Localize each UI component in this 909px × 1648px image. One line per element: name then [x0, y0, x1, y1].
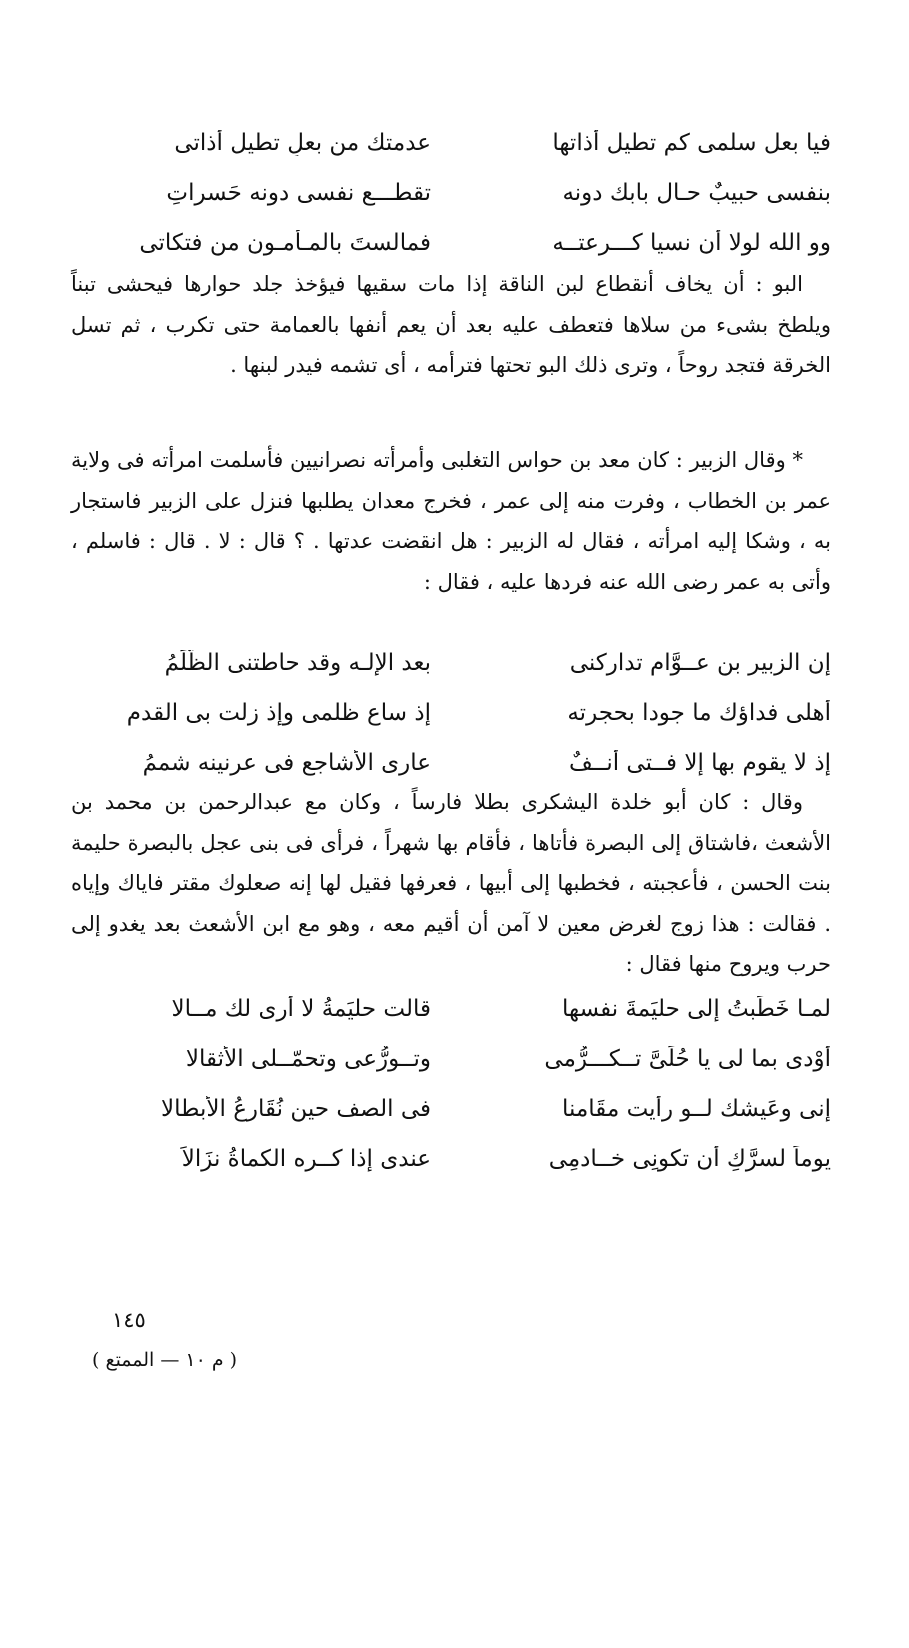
verse-first-hemistich: إنى وعَيشك لــو رأيت مقَامنا [562, 1096, 831, 1122]
verse-line [71, 738, 831, 788]
verse-line [71, 1034, 831, 1084]
verse-second-hemistich: عدمتك من بعلٍ تطيل أذاتى [174, 130, 431, 156]
paragraph-text: وقال : كان أبو خلدة اليشكرى بطلا فارساً ، وكان مع عبدالرحمن بن محمد بن الأشعث ،فاشتاق إلى البصرة فأتاها ، فأقام بها شهراً ، فرأى فى بنى عجل بالبصرة حليمة بنت الحسن ، فأعجبته ، فخطبها إلى أبيها ، فعرفها فقيل لها إنه صعلوك مقتر فاياك وإياه . فقالت : هذا زوج لغرض معين لا آمن أن أقيم معه ، وهو مع ابن الأشعث بعد يغدو إلى حرب ويروح منها فقال : [71, 790, 831, 976]
verse-line [71, 218, 831, 268]
verse-first-hemistich: وو الله لولا أن نسيا كـــرعتــه [552, 230, 831, 256]
verse-second-hemistich: بعد الإلـه وقد حاطتنى الظُّلَمُ [164, 650, 431, 676]
verse-first-hemistich: إن الزبير بن عــوَّامٍ تداركنى [569, 650, 831, 676]
paragraph-text: البو : أن يخاف أنقطاع لبن الناقة إذا مات سقيها فيؤخذ جلد حوارها فيحشى تبناً ويلطخ بشىء من سلاها فتعطف عليه بعد أن يعم أنفها بالعمامة حتى تكرب ، ثم تسل الخرقة فتجد روحاً ، وترى ذلك البو تحتها فترأمه ، أى تشمه فيدر لبنها . [71, 272, 831, 377]
verse-line [71, 118, 831, 168]
verse-second-hemistich: عارى الأشاجع فى عرنينه شممُ [142, 750, 431, 776]
verse-line [71, 1084, 831, 1134]
verse-line [71, 1134, 831, 1184]
verse-first-hemistich: يوماً لسرَّكِ أن تكونِى خــادمِى [548, 1146, 831, 1172]
verse-second-hemistich: فمالستَ بالمـأمـون من فتكاتى [139, 230, 431, 256]
verse-second-hemistich: تقطـــع نفسى دونه حَسراتِ [166, 180, 431, 206]
verse-first-hemistich: إذ لا يقوم بها إلا فــتى أنــفٌ [569, 750, 831, 776]
page-number: ١٤٥ [112, 1308, 146, 1332]
verse-first-hemistich: فيا بعل سلمى كم تطيل أذاتها [552, 130, 831, 156]
verse-first-hemistich: بنفسى حبيبٌ حـال بابك دونه [562, 180, 831, 206]
prose-paragraph-definition [71, 264, 831, 386]
paragraph-text: * وقال الزبير : كان معد بن حواس التغلبى وأمرأته نصرانيين فأسلمت امرأته فى ولاية عمر بن الخطاب ، وفرت منه إلى عمر ، فخرج معدان يطلبها فنزل على الزبير فاستجار به ، وشكا إليه امرأته ، فقال له الزبير : هل انقضت عدتها . ؟ قال : لا . قال : فاسلم ، وأتى به عمر رضى الله عنه فردها عليه ، فقال : [71, 448, 831, 594]
poem-block-2 [71, 638, 831, 788]
verse-second-hemistich: عندى إذا كــره الكماةُ نزَالاَ [181, 1146, 431, 1172]
verse-first-hemistich: أَوْدى بما لى يا حُلَىَّ تــكـــرُّمى [544, 1046, 831, 1072]
poem-block-3 [71, 984, 831, 1184]
verse-line [71, 984, 831, 1034]
verse-first-hemistich: لمـا خَطَبتُ إلى حليَمةَ نفسها [561, 996, 831, 1022]
verse-line [71, 638, 831, 688]
prose-paragraph-zubair [71, 440, 831, 602]
verse-first-hemistich: أهلى فداؤك ما جودا بحجرته [567, 700, 831, 726]
verse-line [71, 168, 831, 218]
verse-second-hemistich: قالت حليَمةُ لا أرى لك مــالا [171, 996, 431, 1022]
verse-second-hemistich: فى الصف حين نُقَارِعُ الأَبطالا [160, 1096, 431, 1122]
prose-paragraph-abu-khalda [71, 782, 831, 985]
poem-block-1 [71, 118, 831, 268]
verse-second-hemistich: وتــورُّعى وتحمّــلى الأثقالا [185, 1046, 431, 1072]
verse-line [71, 688, 831, 738]
signature-mark: ( م ١٠ — الممتع ) [92, 1349, 238, 1371]
verse-second-hemistich: إذ ساع ظلمى وإذ زلت بى القدم [126, 700, 431, 726]
